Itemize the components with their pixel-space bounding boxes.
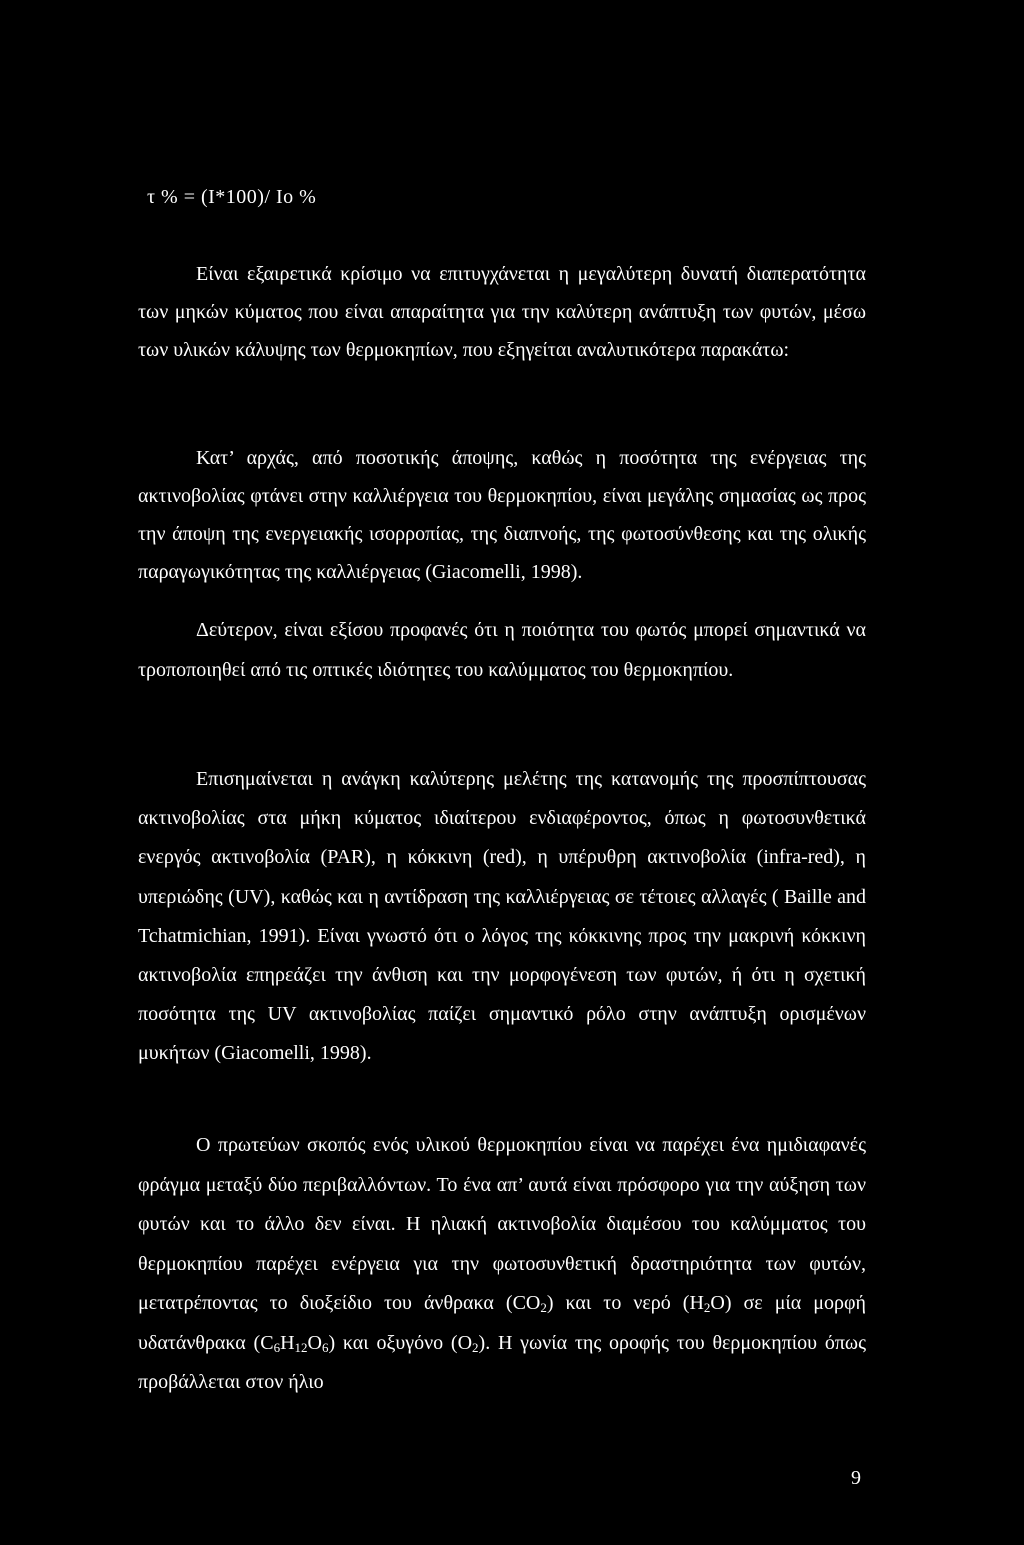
paragraph-5-text: ). Η γωνία της οροφής του θερμοκηπίου όπως προβάλλεται στον ήλιο bbox=[138, 1331, 866, 1393]
subscript: 2 bbox=[540, 1300, 547, 1315]
paragraph-5-text: O bbox=[307, 1331, 322, 1354]
subscript: 6 bbox=[321, 1339, 329, 1355]
paragraph-5-text: Ο πρωτεύων σκοπός ενός υλικού θερμοκηπίου είναι να παρέχει ένα ημιδιαφανές φράγμα μεταξύ δύο περιβαλλόντων. Το ένα απ’ αυτά είναι πρόσφορο για την αύξηση των φυτών και το άλλο δεν είναι. Η ηλιακή ακτινοβολία διαμέσου του καλύμματος του θερμοκηπίου παρέχει ενέργεια για την φωτοσυνθετική δραστηριότητα των φυτών, μετατρέποντας το διοξείδιο του άνθρακα (CO bbox=[138, 1134, 866, 1314]
paragraph-5-text: ) και το νερό (H bbox=[546, 1292, 704, 1314]
paragraph-2: Κατ’ αρχάς, από ποσοτικής άποψης, καθώς η ποσότητα της ενέργειας της ακτινοβολίας φτάνει στην καλλιέργεια του θερμοκηπίου, είναι μεγάλης σημασίας ως προς την άποψη της ενεργειακής ισορροπίας, της διαπνοής, της φωτοσύνθεσης και της ολικής παραγωγικότητας της καλλιέργειας (Giacomelli, 1998). bbox=[138, 447, 866, 583]
formula: τ % = (I*100)/ Io % bbox=[147, 186, 317, 208]
subscript: 2 bbox=[703, 1300, 711, 1315]
paragraph-3: Δεύτερον, είναι εξίσου προφανές ότι η ποιότητα του φωτός μπορεί σημαντικά να τροποποιηθεί από τις οπτικές ιδιότητες του καλύμματος του θερμοκηπίου. bbox=[138, 619, 866, 681]
paragraph-5-text: ) και οξυγόνο (O bbox=[328, 1331, 473, 1354]
paragraph-5-text: H bbox=[280, 1331, 295, 1354]
paragraph-4: Επισημαίνεται η ανάγκη καλύτερης μελέτης της κατανομής της προσπίπτουσας ακτινοβολίας στα μήκη κύματος ιδιαίτερου ενδιαφέροντος, όπως η φωτοσυνθετικά ενεργός ακτινοβολία (PAR), η κόκκινη (red), η υπέρυθρη ακτινοβολία (infra-red), η υπεριώδης (UV), καθώς και η αντίδραση της καλλιέργειας σε τέτοιες αλλαγές ( Baille and Tchatmichian, 1991). Είναι γνωστό ότι ο λόγος της κόκκινης προς την μακρινή κόκκινη ακτινοβολία επηρεάζει την άνθιση και την μορφογένεση των φυτών, ή ότι η σχετική ποσότητα της UV ακτινοβολίας παίζει σημαντικό ρόλο στην ανάπτυξη ορισμένων μυκήτων (Giacomelli, 1998). bbox=[138, 768, 866, 1065]
page-number: 9 bbox=[851, 1467, 861, 1489]
paragraph-5-text: O) σε μία μορφή υδατάνθρακα (C bbox=[138, 1292, 866, 1354]
paragraph-1: Είναι εξαιρετικά κρίσιμο να επιτυγχάνεται η μεγαλύτερη δυνατή διαπερατότητα των μηκών κύματος που είναι απαραίτητα για την καλύτερη ανάπτυξη των φυτών, μέσω των υλικών κάλυψης των θερμοκηπίων, που εξηγείται αναλυτικότερα παρακάτω: bbox=[138, 263, 866, 361]
subscript: 2 bbox=[472, 1339, 479, 1355]
paragraph-5 bbox=[138, 1126, 866, 1403]
subscript: 6 bbox=[273, 1339, 281, 1355]
subscript: 12 bbox=[294, 1339, 308, 1355]
